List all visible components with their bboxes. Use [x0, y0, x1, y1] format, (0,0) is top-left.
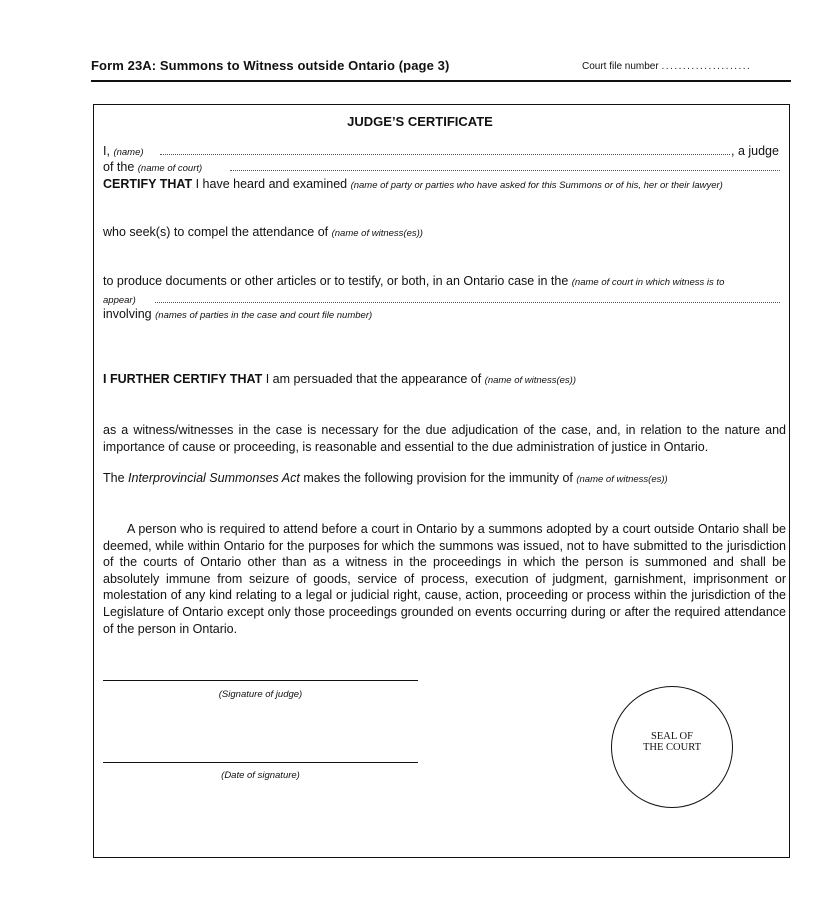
court-name-field[interactable]	[230, 170, 780, 171]
further-certify-line: I FURTHER CERTIFY THAT I am persuaded that the appearance of (name of witness(es))	[103, 372, 576, 386]
judge-name-field[interactable]	[160, 154, 730, 155]
parties-hint: (names of parties in the case and court file number)	[155, 310, 373, 321]
act-line: The Interprovincial Summonses Act makes the following provision for the immunity of (name of witness(es))	[103, 471, 668, 485]
necessity-paragraph: as a witness/witnesses in the case is necessary for the due adjudication of the case, and, in relation to the nature and importance of cause or proceeding, is reasonable and essential to the due administration of justice in Ontario.	[103, 423, 786, 454]
appear-line: appear)	[103, 295, 136, 306]
form-title: Form 23A: Summons to Witness outside Ontario (page 3)	[91, 58, 450, 73]
court-file-number-label: Court file number	[582, 61, 659, 72]
judge-name-line: I, (name)	[103, 144, 144, 158]
court-file-number	[582, 61, 751, 72]
act-name: Interprovincial Summonses Act	[128, 471, 300, 485]
produce-line: to produce documents or other articles or to testify, or both, in an Ontario case in the (name of court in which witness is to	[103, 274, 725, 288]
certificate-title: JUDGE’S CERTIFICATE	[347, 114, 493, 129]
party-hint: (name of party or parties who have asked for this Summons or of his, her or their lawyer)	[350, 180, 723, 191]
appear-court-hint: (name of court in which witness is to	[571, 277, 725, 288]
immunity-paragraph: A person who is required to attend before a court in Ontario by a summons adopted by a court outside Ontario shall be deemed, while within Ontario for the purposes for which the summons was issued, not to have submitted to the jurisdiction of the courts of Ontario other than as a witness in the proceedings in which the person is summoned and shall be absolutely immune from seizure of goods, service of process, execution of judgment, garnishment, imprisonment or molestation of any kind relating to a legal or judicial right, cause, action, proceeding or process within the jurisdiction of the Legislature of Ontario except only those proceedings grounded on events occurring during or after the required attendance of the person in Ontario.	[103, 522, 786, 636]
further-certify-label: I FURTHER CERTIFY THAT	[103, 372, 263, 386]
witness-hint-1: (name of witness(es))	[331, 228, 423, 239]
judge-signature-field[interactable]	[103, 680, 418, 681]
court-seal-text: SEAL OF THE COURT	[643, 731, 701, 753]
name-hint: (name)	[113, 147, 144, 158]
court-file-number-blank: .....................	[661, 61, 752, 72]
witness-hint-3: (name of witness(es))	[576, 474, 668, 485]
court-name-line: of the (name of court)	[103, 160, 203, 174]
seek-line: who seek(s) to compel the attendance of (name of witness(es))	[103, 225, 423, 239]
witness-hint-2: (name of witness(es))	[484, 375, 576, 386]
signature-date-label: (Date of signature)	[221, 770, 300, 781]
appear-court-field[interactable]	[155, 302, 780, 303]
involving-line: involving (names of parties in the case and court file number)	[103, 307, 373, 321]
court-name-hint: (name of court)	[137, 163, 203, 174]
a-judge-text: , a judge	[731, 144, 779, 158]
certify-that-label: CERTIFY THAT	[103, 177, 193, 191]
signature-date-field[interactable]	[103, 762, 418, 763]
judge-signature-label: (Signature of judge)	[218, 689, 303, 700]
certify-line: CERTIFY THAT I have heard and examined (name of party or parties who have asked for this Summons or of his, her or their lawyer)	[103, 177, 723, 191]
header-divider	[91, 80, 791, 82]
